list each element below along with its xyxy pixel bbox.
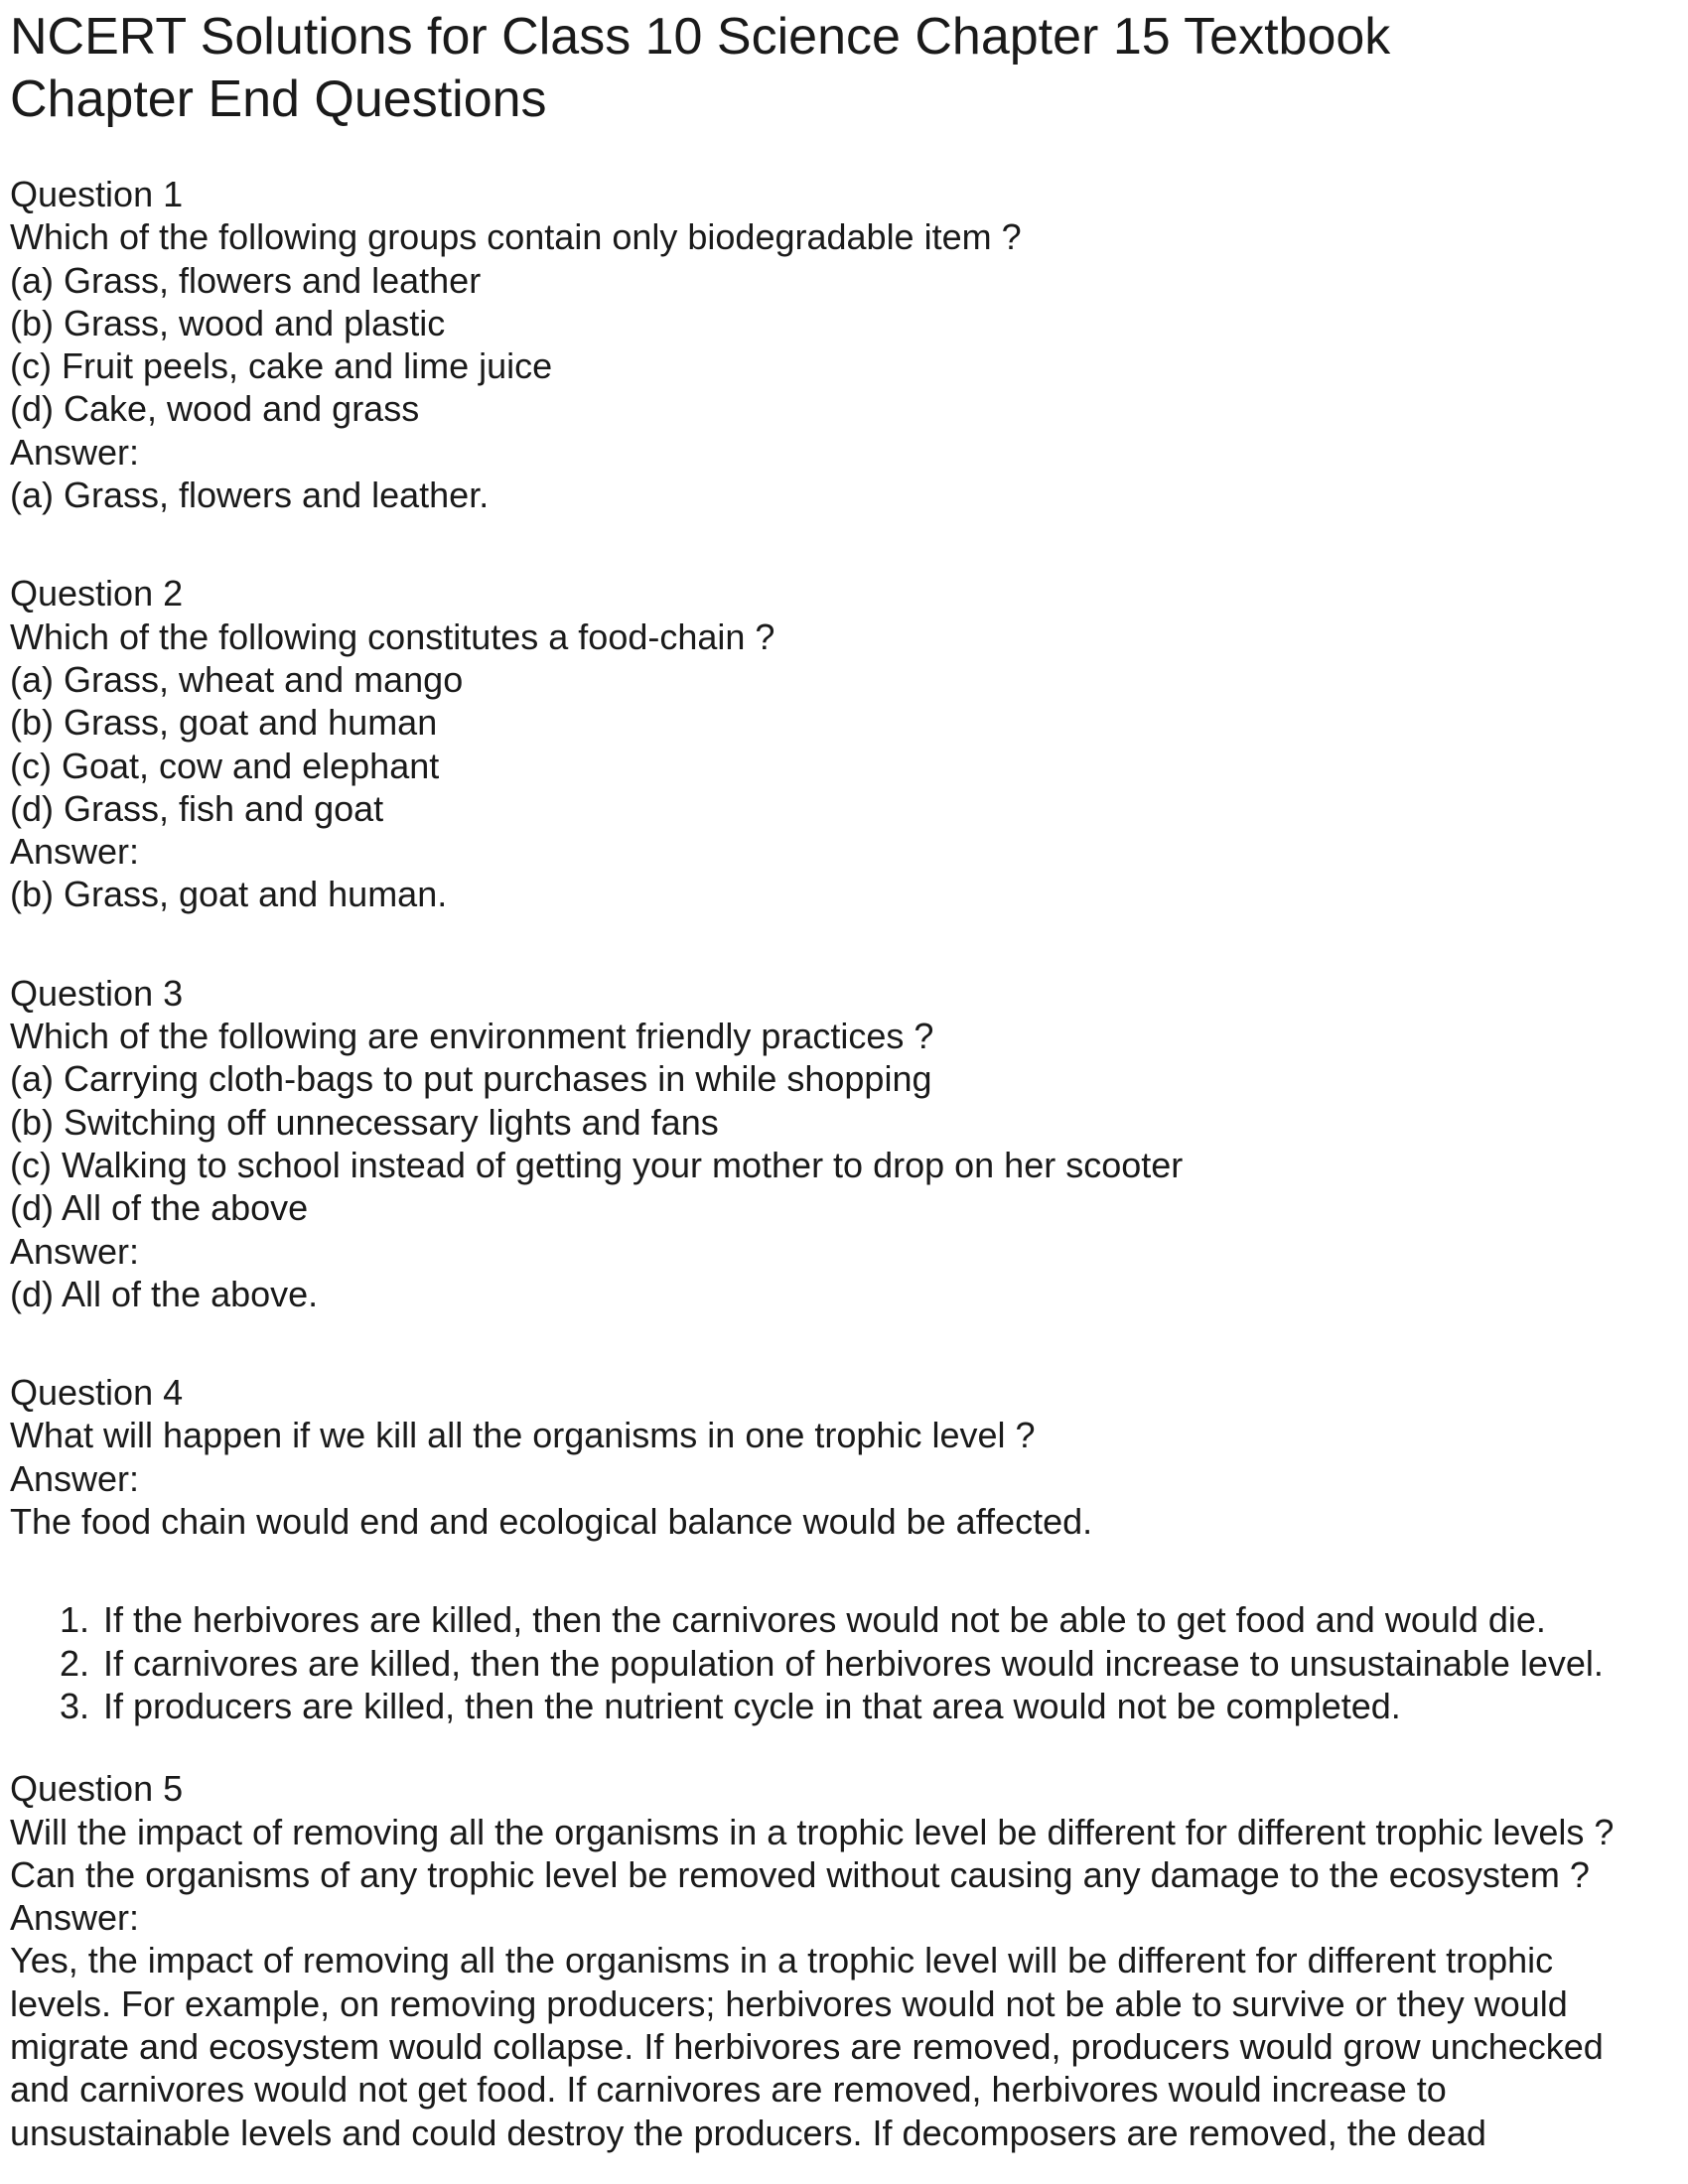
document-page bbox=[10, 6, 1683, 2154]
page-title bbox=[10, 6, 1683, 131]
question-5-answer-line-5: unsustainable levels and could destroy the producers. If decomposers are removed, the dead bbox=[10, 2112, 1486, 2153]
question-3-heading: Question 3 bbox=[10, 972, 184, 1014]
question-5-answer-line-3: migrate and ecosystem would collapse. If herbivores are removed, producers would grow unchecked bbox=[10, 2025, 1604, 2067]
question-2-option-d: (d) Grass, fish and goat bbox=[10, 787, 384, 829]
list-item: 3. If producers are killed, then the nutrient cycle in that area would not be completed. bbox=[99, 1685, 1683, 1727]
question-2-option-c: (c) Goat, cow and elephant bbox=[10, 745, 440, 786]
question-2-option-b: (b) Grass, goat and human bbox=[10, 702, 438, 744]
question-1-option-d: (d) Cake, wood and grass bbox=[10, 388, 420, 430]
question-3-option-a: (a) Carrying cloth-bags to put purchases in while shopping bbox=[10, 1058, 932, 1100]
question-3-answer: (d) All of the above. bbox=[10, 1273, 319, 1314]
question-1-answer-label: Answer: bbox=[10, 431, 140, 473]
question-1-option-a: (a) Grass, flowers and leather bbox=[10, 259, 482, 301]
question-1-option-c: (c) Fruit peels, cake and lime juice bbox=[10, 345, 553, 387]
question-3-text: Which of the following are environment friendly practices ? bbox=[10, 1016, 934, 1057]
question-3-option-c: (c) Walking to school instead of getting your mother to drop on her scooter bbox=[10, 1144, 1184, 1185]
question-3-section bbox=[10, 972, 1683, 1315]
question-2-option-a: (a) Grass, wheat and mango bbox=[10, 658, 464, 700]
list-item: 1. If the herbivores are killed, then the carnivores would not be able to get food and would die. bbox=[99, 1598, 1683, 1641]
question-2-text: Which of the following constitutes a food-chain ? bbox=[10, 615, 775, 657]
page-title-line-2: Chapter End Questions bbox=[10, 70, 547, 128]
question-1-option-b: (b) Grass, wood and plastic bbox=[10, 302, 446, 343]
question-1-section bbox=[10, 173, 1683, 516]
question-4-section bbox=[10, 1371, 1683, 1543]
question-5-answer-line-1: Yes, the impact of removing all the organisms in a trophic level will be different for different trophic bbox=[10, 1940, 1554, 1981]
list-item: 2. If carnivores are killed, then the population of herbivores would increase to unsustainable level. bbox=[99, 1642, 1683, 1685]
question-3-option-b: (b) Switching off unnecessary lights and fans bbox=[10, 1101, 719, 1143]
question-3-answer-label: Answer: bbox=[10, 1230, 140, 1272]
question-2-heading: Question 2 bbox=[10, 573, 184, 614]
question-2-section bbox=[10, 572, 1683, 915]
question-4-answer-label: Answer: bbox=[10, 1457, 140, 1499]
question-2-answer-label: Answer: bbox=[10, 831, 140, 873]
question-5-section bbox=[10, 1767, 1683, 2154]
question-4-answer: The food chain would end and ecological balance would be affected. bbox=[10, 1501, 1093, 1543]
question-4-points-list bbox=[10, 1598, 1683, 1727]
question-5-text-line-2: Can the organisms of any trophic level be removed without causing any damage to the ecosystem ? bbox=[10, 1853, 1590, 1895]
question-3-option-d: (d) All of the above bbox=[10, 1187, 309, 1229]
question-1-text: Which of the following groups contain only biodegradable item ? bbox=[10, 216, 1022, 258]
page-title-line-1: NCERT Solutions for Class 10 Science Chapter 15 Textbook bbox=[10, 8, 1391, 66]
question-5-answer-label: Answer: bbox=[10, 1897, 140, 1939]
question-1-answer: (a) Grass, flowers and leather. bbox=[10, 475, 490, 516]
question-5-text-line-1: Will the impact of removing all the organisms in a trophic level be different for different trophic levels ? bbox=[10, 1811, 1615, 1852]
question-4-text: What will happen if we kill all the organisms in one trophic level ? bbox=[10, 1415, 1036, 1456]
question-5-answer-line-4: and carnivores would not get food. If carnivores are removed, herbivores would increase to bbox=[10, 2069, 1447, 2111]
question-1-heading: Question 1 bbox=[10, 174, 184, 214]
question-4-heading: Question 4 bbox=[10, 1372, 184, 1414]
question-5-answer-line-2: levels. For example, on removing producers; herbivores would not be able to survive or they would bbox=[10, 1982, 1568, 2024]
question-5-heading: Question 5 bbox=[10, 1768, 184, 1810]
question-2-answer: (b) Grass, goat and human. bbox=[10, 874, 448, 915]
